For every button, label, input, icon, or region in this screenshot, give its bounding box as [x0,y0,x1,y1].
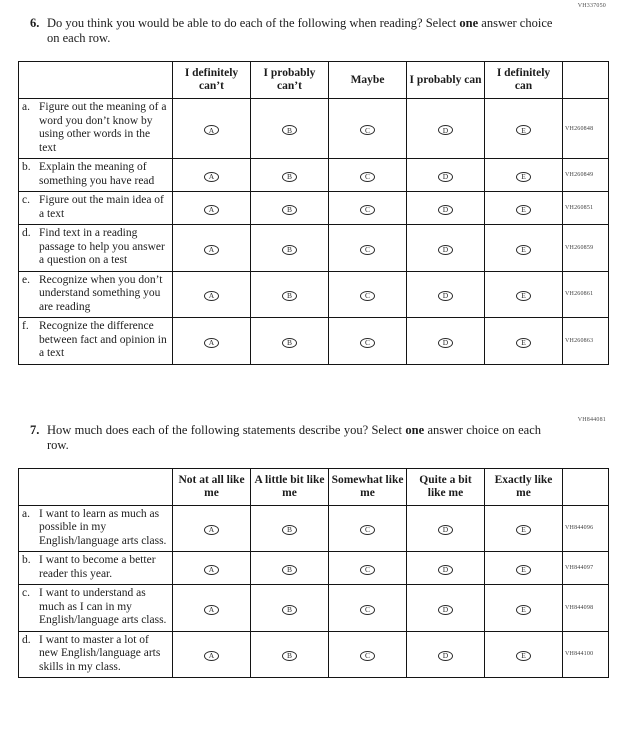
answer-cell [485,318,563,365]
table-row [19,631,609,678]
answer-cell [173,225,251,272]
answer-cell [251,585,329,632]
row-label-cell [19,99,173,159]
header-code-spacer-cell [563,62,609,99]
answer-bubble-b-D[interactable]: D [438,565,453,575]
question-accession-code: VH337050 [577,3,606,9]
answer-cell [407,585,485,632]
answer-cell [407,552,485,585]
answer-cell [407,159,485,192]
answer-bubble-d-A[interactable]: A [204,651,219,661]
table-row [19,552,609,585]
header-row [19,468,609,505]
answer-cell [485,631,563,678]
prompt-bold-word: one [459,16,479,30]
answer-bubble-b-B[interactable]: B [282,172,297,182]
answer-cell [329,552,407,585]
column-header: Quite a bit like me [407,468,485,505]
table-row [19,192,609,225]
answer-bubble-f-D[interactable]: D [438,338,453,348]
answer-bubble-c-B[interactable]: B [282,205,297,215]
answer-bubble-e-B[interactable]: B [282,291,297,301]
row-code: VH844097 [563,552,609,585]
answer-cell [251,225,329,272]
column-header: Somewhat like me [329,468,407,505]
answer-bubble-d-B[interactable]: B [282,651,297,661]
answer-cell [485,585,563,632]
row-code: VH844098 [563,585,609,632]
answer-bubble-d-D[interactable]: D [438,651,453,661]
answer-bubble-c-D[interactable]: D [438,205,453,215]
row-letter: b. [22,554,31,566]
answer-cell [485,271,563,318]
answer-cell [251,631,329,678]
question-7 [0,416,623,679]
prompt-segment: answer choice on each row. [47,422,541,452]
prompt-segment: Do you think you would be able to do each of the following when reading? Select [47,16,460,30]
table-row [19,505,609,552]
prompt-segment: How much does each of the following statements describe you? Select [47,422,406,437]
row-text: Find text in a reading passage to help you answer a question on a test [39,227,165,266]
answer-bubble-f-E[interactable]: E [516,338,531,348]
answer-bubble-e-D[interactable]: D [438,291,453,301]
column-header: A little bit like me [251,468,329,505]
row-code: VH260859 [563,225,609,272]
answer-cell [173,631,251,678]
row-label-cell [19,225,173,272]
answer-bubble-e-E[interactable]: E [516,291,531,301]
question-text [47,16,555,46]
header-code-spacer-cell [563,468,609,505]
answer-cell [407,318,485,365]
answer-bubble-c-C[interactable]: C [360,205,375,215]
table-row [19,271,609,318]
answer-bubble-d-B[interactable]: B [282,245,297,255]
answer-bubble-c-A[interactable]: A [204,205,219,215]
row-label-cell [19,631,173,678]
answer-cell [407,99,485,159]
answer-bubble-b-E[interactable]: E [516,172,531,182]
answer-bubble-c-B[interactable]: B [282,605,297,615]
answer-bubble-e-A[interactable]: A [204,291,219,301]
question-prompt [30,423,623,453]
answer-cell [329,505,407,552]
prompt-segment: answer choice on each row. [47,16,553,45]
row-code: VH260863 [563,318,609,365]
answer-bubble-a-D[interactable]: D [438,125,453,135]
question-6 [0,0,623,365]
table-row [19,99,609,159]
answer-cell [251,192,329,225]
answer-cell [407,505,485,552]
row-letter: d. [22,227,31,239]
column-header: Not at all like me [173,468,251,505]
row-code: VH844096 [563,505,609,552]
answer-cell [407,225,485,272]
answer-cell [407,271,485,318]
answer-bubble-b-B[interactable]: B [282,565,297,575]
answer-cell [329,192,407,225]
row-text: I want to become a better reader this year. [39,554,156,580]
answer-bubble-b-D[interactable]: D [438,172,453,182]
table-row [19,159,609,192]
answer-bubble-a-B[interactable]: B [282,525,297,535]
row-label-cell [19,159,173,192]
row-label-cell [19,505,173,552]
answer-cell [251,505,329,552]
row-letter: f. [22,320,29,332]
answer-cell [173,585,251,632]
answer-bubble-b-E[interactable]: E [516,565,531,575]
answer-bubble-d-C[interactable]: C [360,245,375,255]
row-letter: b. [22,161,31,173]
answer-bubble-c-A[interactable]: A [204,605,219,615]
answer-cell [485,552,563,585]
column-header: I definitely can [485,62,563,99]
question-accession-code: VH844081 [577,416,606,423]
row-label-cell [19,585,173,632]
answer-cell [173,159,251,192]
header-row [19,62,609,99]
row-label-cell [19,192,173,225]
row-text: Figure out the main idea of a text [39,194,164,220]
answer-bubble-b-A[interactable]: A [204,172,219,182]
answer-cell [329,318,407,365]
answer-cell [173,192,251,225]
answer-cell [329,585,407,632]
answer-cell [329,271,407,318]
answer-cell [173,552,251,585]
answer-bubble-d-E[interactable]: E [516,245,531,255]
row-text: Figure out the meaning of a word you don’t know by using other words in the text [39,101,167,154]
answer-cell [329,631,407,678]
row-text: I want to master a lot of new English/language arts skills in my class. [39,633,161,673]
answer-cell [485,99,563,159]
answer-cell [173,271,251,318]
answer-bubble-b-C[interactable]: C [360,172,375,182]
row-text: I want to understand as much as I can in my English/language arts class. [39,587,167,626]
row-code: VH844100 [563,631,609,678]
column-header: Exactly like me [485,468,563,505]
column-header: I probably can [407,62,485,99]
row-code: VH260848 [563,99,609,159]
answer-bubble-f-C[interactable]: C [360,338,375,348]
answer-bubble-d-A[interactable]: A [204,245,219,255]
answer-cell [251,271,329,318]
row-text: Recognize the difference between fact and opinion in a text [39,320,167,359]
answer-cell [173,318,251,365]
answer-bubble-a-E[interactable]: E [516,125,531,135]
answer-cell [407,631,485,678]
row-code: VH260851 [563,192,609,225]
table-row [19,225,609,272]
answer-bubble-b-A[interactable]: A [204,565,219,575]
answer-bubble-a-C[interactable]: C [360,525,375,535]
answer-bubble-b-C[interactable]: C [360,565,375,575]
answer-cell [329,99,407,159]
answer-cell [173,99,251,159]
header-spacer-cell [19,62,173,99]
question-number: 7. [30,422,40,437]
row-letter: c. [22,194,30,206]
answer-cell [485,505,563,552]
answer-cell [173,505,251,552]
answer-bubble-e-C[interactable]: C [360,291,375,301]
row-code: VH260849 [563,159,609,192]
question-prompt [30,16,623,46]
answer-bubble-a-B[interactable]: B [282,125,297,135]
row-letter: c. [22,587,30,599]
row-label-cell [19,271,173,318]
question-text [47,423,541,453]
table-row [19,585,609,632]
answer-cell [407,192,485,225]
table-row [19,318,609,365]
answer-cell [485,225,563,272]
answer-bubble-f-A[interactable]: A [204,338,219,348]
response-matrix-table [18,61,609,365]
row-label-cell [19,552,173,585]
answer-cell [251,552,329,585]
row-text: I want to learn as much as possible in my English/language arts class. [39,507,167,547]
row-letter: e. [22,273,30,286]
answer-bubble-a-C[interactable]: C [360,125,375,135]
answer-cell [485,192,563,225]
answer-cell [251,159,329,192]
header-spacer-cell [19,468,173,505]
row-text: Explain the meaning of something you have read [39,161,155,187]
answer-cell [485,159,563,192]
row-letter: d. [22,633,31,646]
answer-cell [251,99,329,159]
question-number: 6. [30,16,40,30]
row-code: VH260861 [563,271,609,318]
answer-bubble-c-E[interactable]: E [516,205,531,215]
answer-bubble-d-E[interactable]: E [516,651,531,661]
column-header: I definitely can’t [173,62,251,99]
answer-bubble-c-C[interactable]: C [360,605,375,615]
row-text: Recognize when you don’t understand something you are reading [39,273,163,313]
row-letter: a. [22,507,30,520]
column-header: I probably can’t [251,62,329,99]
answer-bubble-f-B[interactable]: B [282,338,297,348]
answer-bubble-a-A[interactable]: A [204,125,219,135]
row-letter: a. [22,101,30,113]
answer-bubble-d-D[interactable]: D [438,245,453,255]
row-label-cell [19,318,173,365]
column-header: Maybe [329,62,407,99]
answer-bubble-d-C[interactable]: C [360,651,375,661]
answer-bubble-c-D[interactable]: D [438,605,453,615]
response-matrix-table [18,468,609,679]
answer-bubble-a-A[interactable]: A [204,525,219,535]
answer-cell [329,159,407,192]
answer-bubble-a-D[interactable]: D [438,525,453,535]
answer-bubble-c-E[interactable]: E [516,605,531,615]
answer-cell [251,318,329,365]
prompt-bold-word: one [405,422,425,437]
answer-cell [329,225,407,272]
answer-bubble-a-E[interactable]: E [516,525,531,535]
